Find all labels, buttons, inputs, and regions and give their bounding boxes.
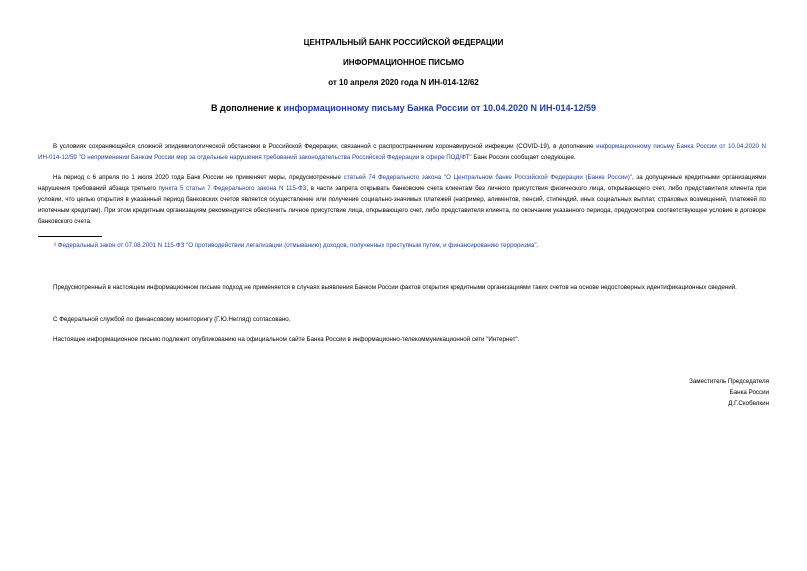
issuer-title: ЦЕНТРАЛЬНЫЙ БАНК РОССИЙСКОЙ ФЕДЕРАЦИИ [303, 38, 504, 47]
p2-text-2: , за допущенные кредитными организациями нарушения требований абзаца третьего [38, 174, 766, 192]
paragraph-5: Настоящее информационное письмо подлежит опубликованию на официальном сайте Банка России в информационно-телекоммуникационной сети "Интернет". [53, 336, 520, 343]
subject-link[interactable]: информационному письму Банка России от 10.04.2020 N ИН-014-12/59 [283, 103, 596, 113]
p1-link-letter[interactable]: информационному письму Банка России от 10.04.2020 N ИН-014-12/59 "О неприменении Банком России мер за отдельные нарушения требований законодательства Российской Федерации в сфере ПОД/ФТ" [38, 143, 766, 161]
p2-text-1: На период с 6 апреля по 1 июля 2020 года Банк России не применяет меры, предусмотренные [53, 174, 344, 181]
signatory-organization: Банка России [729, 389, 769, 396]
p1-text-2: Банк России сообщает следующее. [471, 154, 576, 161]
footnote [54, 240, 766, 251]
signature-block [689, 376, 769, 409]
paragraph-3: Предусмотренный в настоящем информационном письме подход не применяется в случаях выявления Банком России фактов открытия кредитными организациями таких счетов на основе недостоверных идентификационных сведений. [53, 284, 737, 291]
p2-link-law-115[interactable]: пункта 5 статьи 7 Федерального закона N 115-ФЗ [158, 185, 307, 192]
signatory-position: Заместитель Председателя [689, 378, 769, 385]
p1-text-1: В условиях сохраняющейся сложной эпидемиологической обстановки в Российской Федерации, связанной с распространением коронавирусной инфекции (COVID-19), в дополнение [53, 143, 597, 150]
paragraph-1 [38, 141, 766, 163]
footnote-mark: ¹ [54, 242, 57, 249]
p2-link-article-74[interactable]: статьей 74 Федерального закона "О Центральном банке Российской Федерации (Банке России)" [343, 174, 632, 181]
document-subject [0, 103, 807, 113]
paragraph-2 [38, 172, 766, 227]
paragraph-4: С Федеральной службой по финансовому мониторингу (Г.Ю.Негляд) согласовано. [53, 316, 291, 323]
footnote-end: . [536, 242, 539, 249]
footnote-link[interactable]: Федеральный закон от 07.08.2001 N 115-ФЗ "О противодействии легализации (отмыванию) доходов, полученных преступным путем, и финансированию терроризма" [57, 242, 537, 249]
document-type: ИНФОРМАЦИОННОЕ ПИСЬМО [342, 58, 465, 67]
footnote-divider [38, 236, 102, 237]
subject-prefix: В дополнение к [210, 103, 284, 113]
signatory-name: Д.Г.Скобелкин [728, 400, 769, 407]
document-date-number: от 10 апреля 2020 года N ИН-014-12/62 [328, 78, 479, 87]
p2-text-3: , в части запрета открывать банковские счета клиентам без личного присутствия физического лица, открывающего счет, либо представителя клиента при условии, что целью открытия в указанный период банковских счетов является осуществление или получение социально-значимых платежей (например, алиментов, пенсий, стипендий, иных социальных выплат, страховых возмещений, платежей по ипотечным кредитам). При этом кредитным организациям рекомендуется обеспечить личное присутствие лица, открывающего счет, либо представителя клиента, по окончании указанного периода, предусмотрев соответствующее условие в договоре банковского счета. [38, 185, 766, 225]
